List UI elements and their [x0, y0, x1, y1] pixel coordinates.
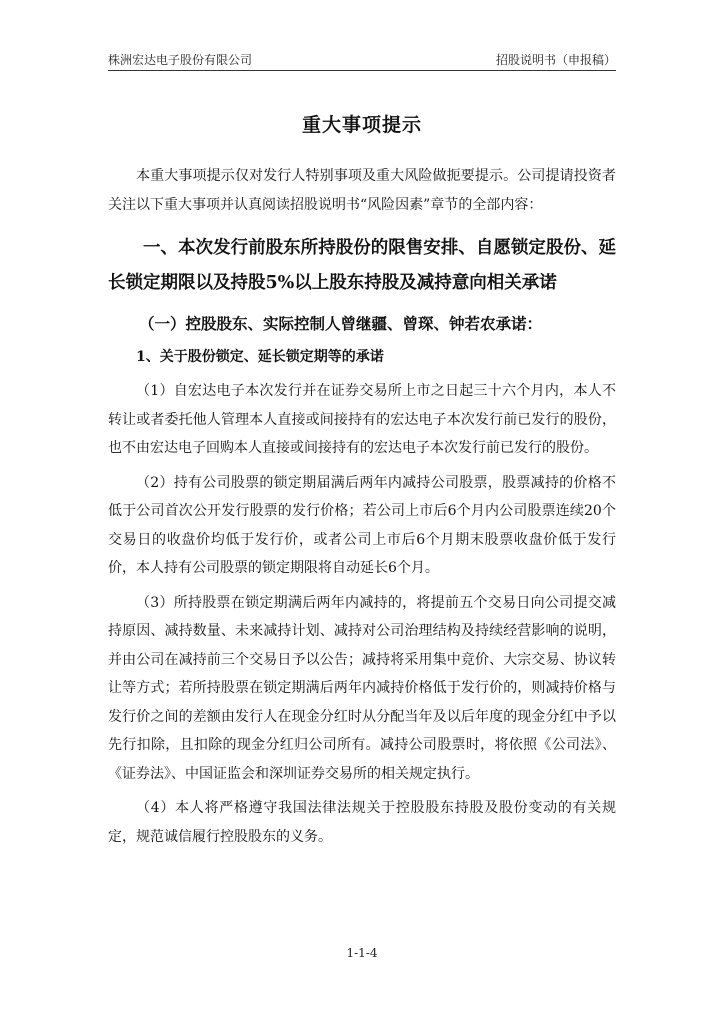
commitment-paragraph-2: （2）持有公司股票的锁定期届满后两年内减持公司股票，股票减持的价格不低于公司首次公开发行股票的发行价格；若公司上市后6个月内公司股票连续20个交易日的收盘价均低于发行价，或者公司上市后6个月期末股票收盘价低于发行价，本人持有公司股票的锁定期限将自动延长6个月。: [108, 474, 616, 576]
commitment-paragraph-4: （4）本人将严格遵守我国法律法规关于控股股东持股及股份变动的有关规定，规范诚信履行控股股东的义务。: [108, 800, 616, 845]
header-document-type: 招股说明书（申报稿）: [495, 53, 616, 67]
header-divider: [108, 70, 616, 71]
commitment-paragraph-3: （3）所持股票在锁定期满后两年内减持的，将提前五个交易日向公司提交减持原因、减持数量、未来减持计划、减持对公司治理结构及持续经营影响的说明，并由公司在减持前三个交易日予以公告；减持将采用集中竞价、大宗交易、协议转让等方式；若所持股票在锁定期满后两年内减持价格低于发行价的，则减持价格与发行价之间的差额由发行人在现金分红时从分配当年及以后年度的现金分红中予以先行扣除，且扣除的现金分红归公司所有。减持公司股票时，将依照《公司法》、《证券法》、中国证监会和深圳证券交易所的相关规定执行。: [108, 594, 616, 782]
page-title: 重大事项提示: [301, 114, 422, 136]
document-body: [108, 162, 616, 851]
page-header: [108, 50, 616, 70]
intro-paragraph: 本重大事项提示仅对发行人特别事项及重大风险做扼要提示。公司提请投资者关注以下重大事项并认真阅读招股说明书“风险因素”章节的全部内容：: [108, 168, 616, 213]
commitment-paragraph-1: （1）自宏达电子本次发行并在证券交易所上市之日起三十六个月内，本人不转让或者委托他人管理本人直接或间接持有的宏达电子本次发行前已发行的股份，也不由宏达电子回购本人直接或间接持有的宏达电子本次发行前已发行的股份。: [108, 383, 616, 456]
header-company-name: 株洲宏达电子股份有限公司: [108, 53, 253, 67]
section-1-heading: 一、本次发行前股东所持股份的限售安排、自愿锁定股份、延长锁定期限以及持股5%以上股东持股及减持意向相关承诺: [108, 238, 616, 293]
item-1-heading: 1、关于股份锁定、延长锁定期等的承诺: [136, 349, 384, 365]
page-number: 1-1-4: [346, 946, 378, 960]
subsection-1-heading: （一）控股股东、实际控制人曾继疆、曾琛、钟若农承诺：: [139, 314, 543, 333]
